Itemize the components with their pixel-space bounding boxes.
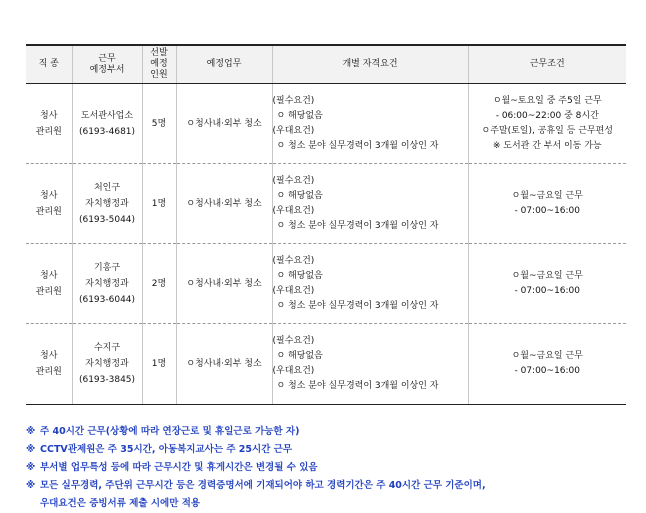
required-text: ㅇ 해당없음 [276,351,323,361]
note-item [26,423,636,441]
note-mark: ※ [26,426,36,437]
preferred-text: ㅇ 청소 분야 실무경력이 3개월 이상인 자 [276,140,439,151]
cell-duty: ㅇ청사내·외부 청소 [176,244,272,324]
cell-rank: 청사 관리원 [26,84,72,164]
note-text-continued: 우대요건은 증빙서류 제출 시에만 적용 [40,498,201,509]
cell-rank: 청사 관리원 [26,324,72,405]
note-text: 부서별 업무특성 등에 따라 근무시간 및 휴게시간은 변경될 수 있음 [40,462,318,473]
cell-duty: ㅇ청사내·외부 청소 [176,324,272,405]
note-text: 주 40시간 근무(상황에 따라 연장근로 및 휴일근로 가능한 자) [40,426,300,437]
table-row [26,324,626,405]
preferred-label: (우대요건) [272,285,315,296]
required-text: ㅇ 해당없음 [276,110,323,121]
cell-duty: ㅇ청사내·외부 청소 [176,84,272,164]
note-item [26,459,636,477]
header-conditions: 근무조건 [468,45,626,84]
cell-count: 1명 [142,164,176,244]
required-label: (필수요건) [272,255,315,266]
cell-requirements [272,84,468,164]
preferred-label: (우대요건) [272,125,315,136]
cell-conditions: ㅇ월~금요일 근무 - 07:00~16:00 [468,244,626,324]
required-label: (필수요건) [272,95,315,106]
cell-dept: 수지구 자치행정과 (6193-3845) [72,324,142,405]
header-dept: 근무 예정부서 [72,45,142,84]
table-row [26,84,626,164]
note-mark: ※ [26,462,36,473]
header-duty: 예정업무 [176,45,272,84]
note-text: 모든 실무경력, 주단위 근무시간 등은 경력증명서에 기재되어야 하고 경력기간은 주 40시간 근무 기준이며, [40,480,486,491]
required-label: (필수요건) [272,336,315,346]
required-text: ㅇ 해당없음 [276,270,323,281]
note-item [26,441,636,459]
preferred-text: ㅇ 청소 분야 실무경력이 3개월 이상인 자 [276,381,439,391]
cell-conditions: ㅇ월~금요일 근무 - 07:00~16:00 [468,164,626,244]
note-text: CCTV관제원은 주 35시간, 아동복지교사는 주 25시간 근무 [40,444,293,455]
cell-dept: 도서관사업소 (6193-4681) [72,84,142,164]
preferred-label: (우대요건) [272,205,315,216]
cell-count: 1명 [142,324,176,405]
cell-count: 2명 [142,244,176,324]
notes-list [26,423,636,513]
cell-requirements [272,244,468,324]
cell-dept: 기흥구 자치행정과 (6193-6044) [72,244,142,324]
cell-requirements [272,324,468,405]
cell-count: 5명 [142,84,176,164]
cell-requirements [272,164,468,244]
recruitment-table [26,44,626,405]
required-label: (필수요건) [272,175,315,186]
note-mark: ※ [26,444,36,455]
table-header-row [26,45,626,84]
cell-duty: ㅇ청사내·외부 청소 [176,164,272,244]
header-rank: 직 종 [26,45,72,84]
cell-rank: 청사 관리원 [26,244,72,324]
cell-rank: 청사 관리원 [26,164,72,244]
note-mark: ※ [26,480,36,491]
cell-dept: 처인구 자치행정과 (6193-5044) [72,164,142,244]
preferred-label: (우대요건) [272,366,315,376]
table-row [26,244,626,324]
cell-conditions: ㅇ월~금요일 근무 - 07:00~16:00 [468,324,626,405]
required-text: ㅇ 해당없음 [276,190,323,201]
header-requirements: 개별 자격요건 [272,45,468,84]
note-item [26,477,636,513]
preferred-text: ㅇ 청소 분야 실무경력이 3개월 이상인 자 [276,300,439,311]
table-row [26,164,626,244]
header-count: 선발 예정 인원 [142,45,176,84]
cell-conditions: ㅇ월~토요일 중 주5일 근무 - 06:00~22:00 중 8시간 ㅇ주말(토일), 공휴일 등 근무편성 ※ 도서관 간 부서 이동 가능 [468,84,626,164]
preferred-text: ㅇ 청소 분야 실무경력이 3개월 이상인 자 [276,220,439,231]
